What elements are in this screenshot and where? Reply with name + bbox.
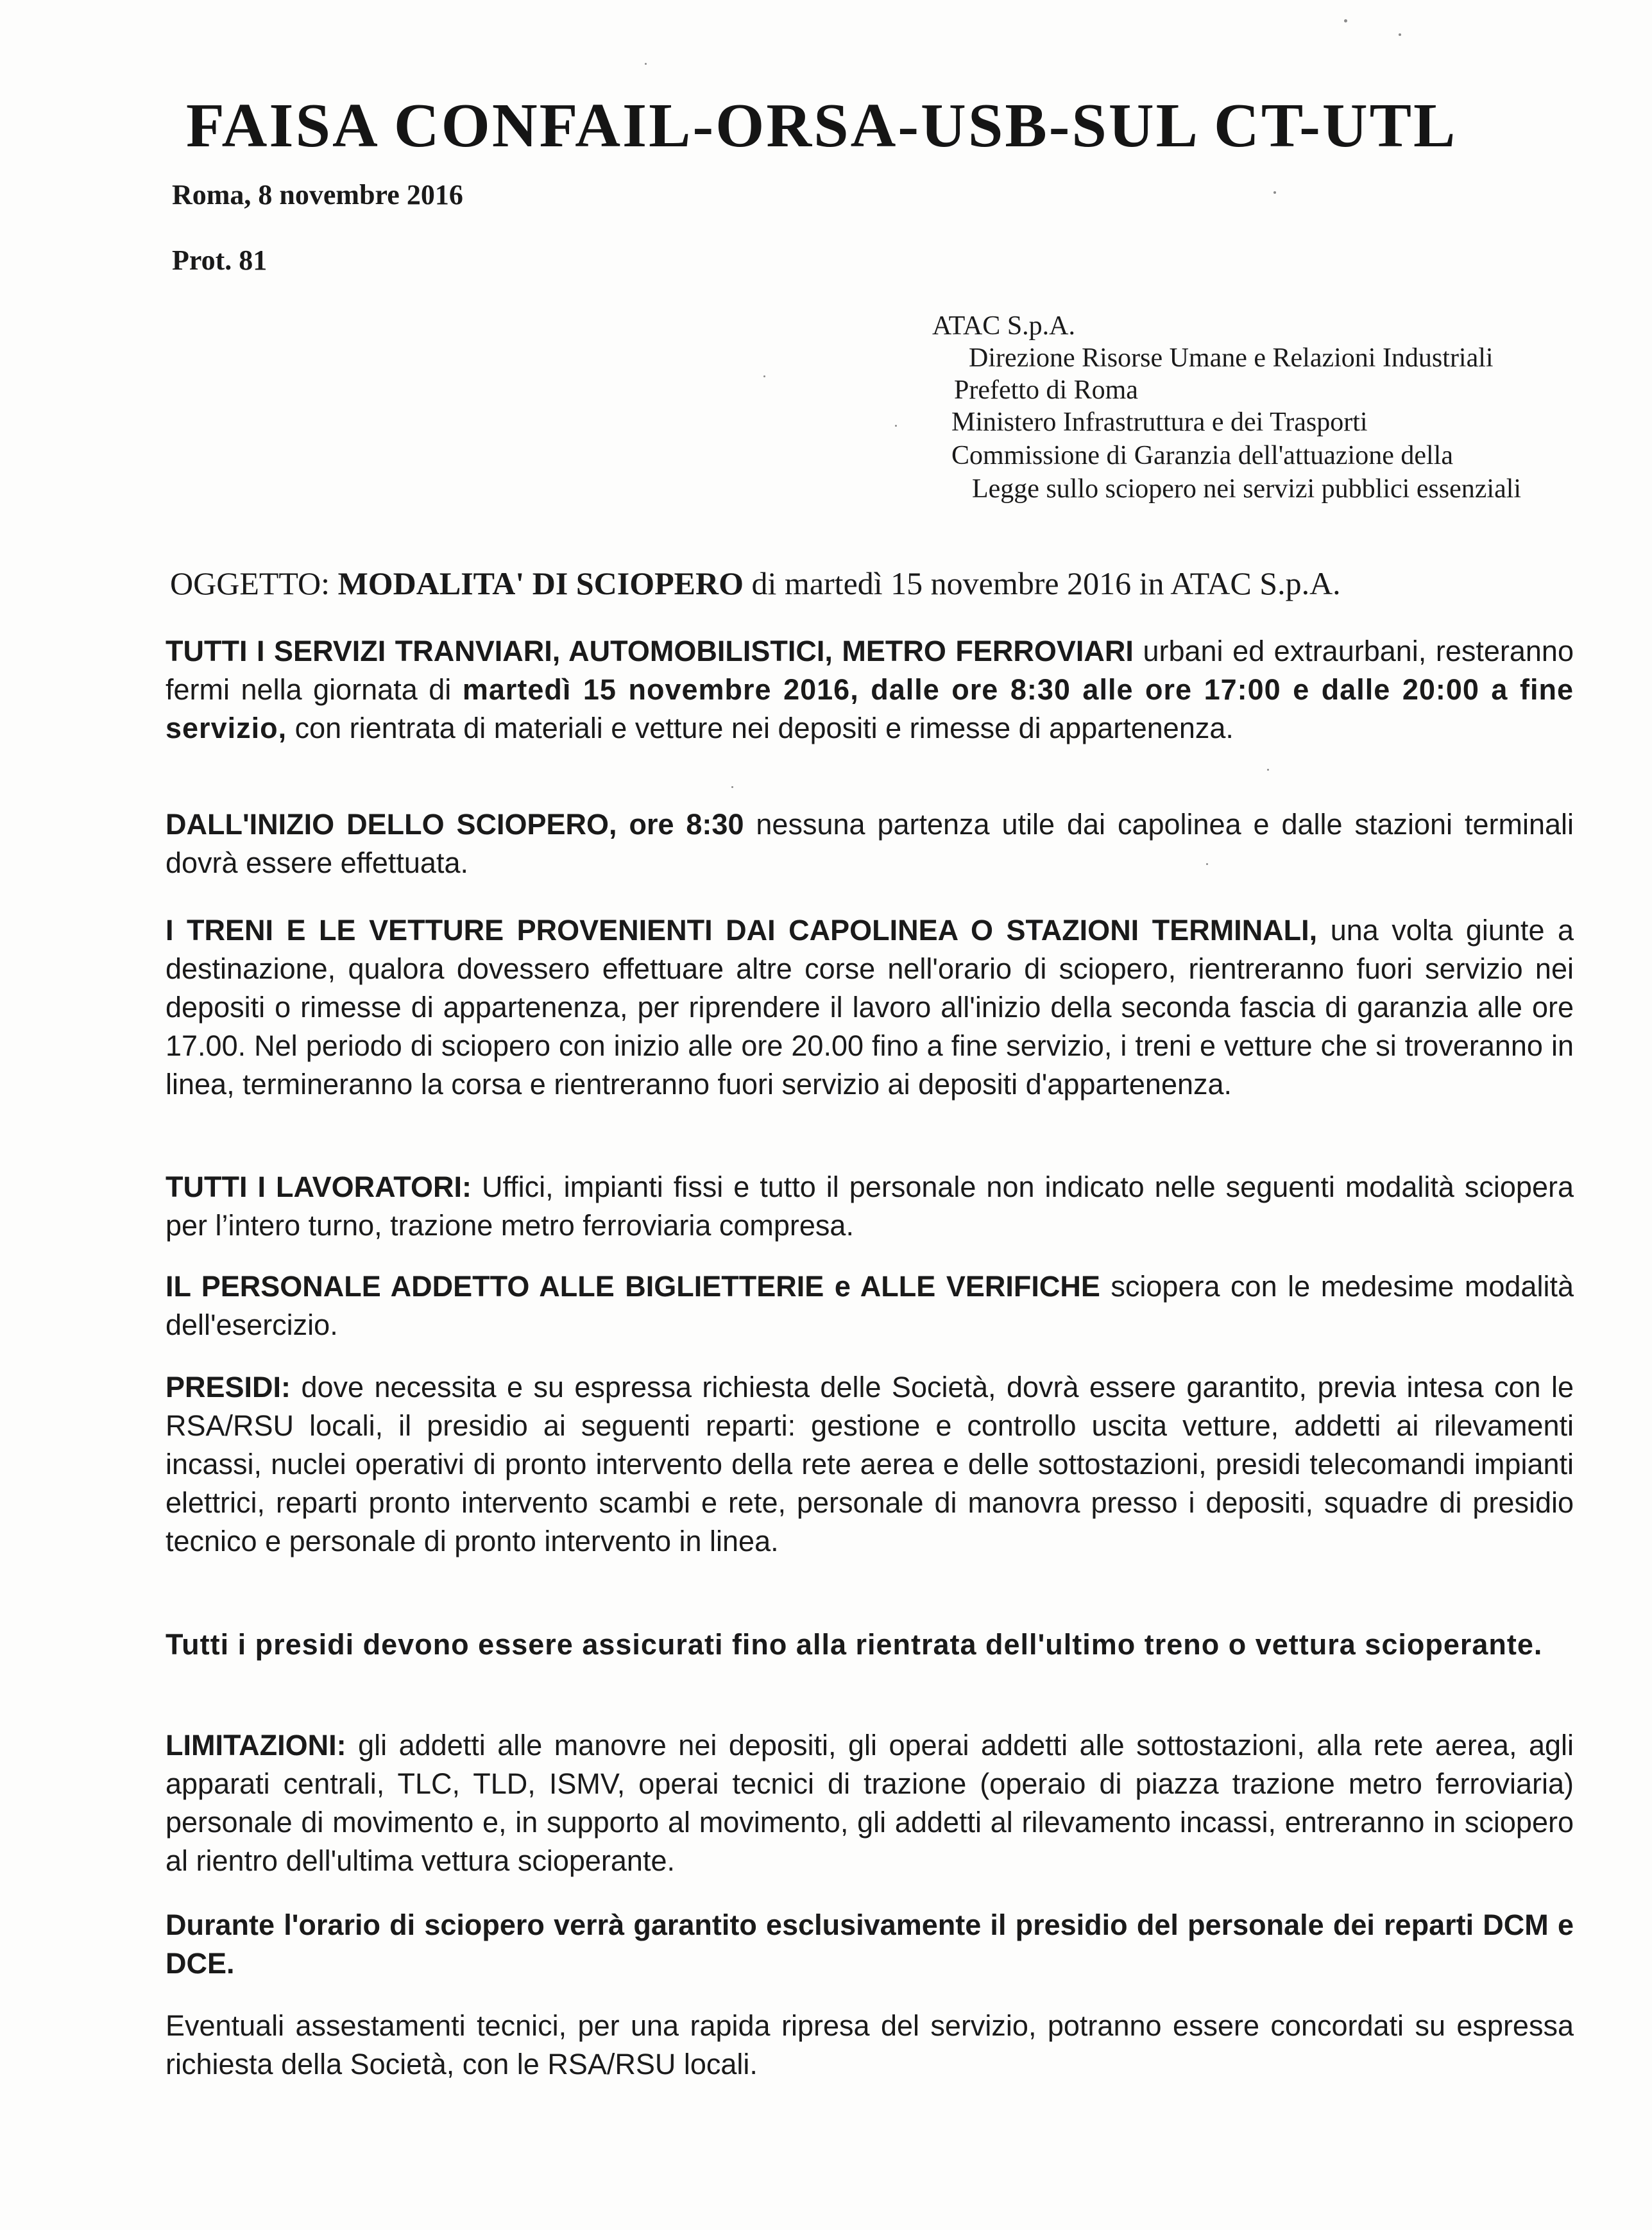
paragraph-presidi (166, 1368, 1574, 1561)
paragraph-guarantee (166, 1906, 1574, 1983)
paragraph-workers (166, 1168, 1574, 1245)
paragraph-services (166, 632, 1574, 748)
scan-speck (645, 63, 647, 65)
paragraph-lead: LIMITAZIONI: (166, 1729, 346, 1762)
subject-emphasis: MODALITA' DI SCIOPERO (337, 565, 744, 601)
scan-speck (1344, 19, 1347, 22)
scan-speck (895, 425, 897, 427)
paragraph-text: gli addetti alle manovre nei depositi, gli operai addetti alle sottostazioni, alla rete aerea, agli apparati centrali, TLC, TLD, ISMV, operai tecnici di trazione (operaio di piazza trazione metro ferroviaria) personale di movimento e, in supporto al movimento, gli addetti al rilevamento incassi, entreranno in sciopero al rientro dell'ultima vettura scioperante. (166, 1729, 1574, 1877)
recipient-line: Commissione di Garanzia dell'attuazione della (951, 441, 1453, 470)
paragraph-trains (166, 911, 1574, 1104)
paragraph-lead: PRESIDI: (166, 1371, 291, 1403)
scan-speck (1399, 33, 1401, 36)
recipient-line: ATAC S.p.A. (932, 311, 1076, 341)
paragraph-lead: IL PERSONALE ADDETTO ALLE BIGLIETTERIE e ALLE VERIFICHE (166, 1270, 1100, 1303)
paragraph-text: nessuna partenza utile dai capolinea e dalle stazioni terminali dovrà essere effettuata. (166, 808, 1574, 879)
paragraph-ticket-staff (166, 1267, 1574, 1344)
paragraph-lead: TUTTI I LAVORATORI: (166, 1171, 472, 1203)
paragraph-emphasis: Tutti i presidi devono essere assicurati fino alla rientrata dell'ultimo treno o vettura scioperante. (166, 1628, 1543, 1661)
scan-speck (763, 375, 765, 377)
paragraph-text: Uffici, impianti fissi e tutto il personale non indicato nelle seguenti modalità sciopera per l’intero turno, trazione metro ferroviaria compresa. (166, 1171, 1574, 1242)
recipient-line: Ministero Infrastruttura e dei Trasporti (951, 407, 1368, 437)
recipient-line: Direzione Risorse Umane e Relazioni Industriali (969, 343, 1494, 373)
protocol-number: Prot. 81 (172, 244, 268, 276)
letter-date: Roma, 8 novembre 2016 (172, 179, 463, 210)
scan-speck (1267, 769, 1269, 771)
letterhead-title: FAISA CONFAIL-ORSA-USB-SUL CT-UTL (186, 91, 1458, 160)
paragraph-text: urbani ed extraurbani, resteranno fermi nella giornata di (166, 635, 1574, 706)
paragraph-presidi-note (166, 1625, 1574, 1664)
paragraph-adjustments (166, 2007, 1574, 2084)
paragraph-emphasis: martedì 15 novembre 2016, dalle ore 8:30 alle ore 17:00 e dalle 20:00 a fine servizio, (166, 673, 1574, 744)
paragraph-text: dove necessita e su espressa richiesta delle Società, dovrà essere garantito, previa intesa con le RSA/RSU locali, il presidio ai seguenti reparti: gestione e controllo uscita vetture, addetti ai rilevamenti incassi, nuclei operativi di pronto intervento della rete aerea e delle sottostazioni, presidi telecomandi impianti elettrici, reparti pronto intervento scambi e rete, personale di manovra presso i depositi, squadre di presidio tecnico e personale di pronto intervento in linea. (166, 1371, 1574, 1557)
recipient-line: Prefetto di Roma (954, 375, 1138, 405)
subject-line (170, 565, 1341, 602)
subject-text: di martedì 15 novembre 2016 in ATAC S.p.A. (751, 565, 1341, 601)
paragraph-lead: I TRENI E LE VETTURE PROVENIENTI DAI CAPOLINEA O STAZIONI TERMINALI, (166, 914, 1318, 947)
paragraph-lead: DALL'INIZIO DELLO SCIOPERO, ore 8:30 (166, 808, 744, 841)
paragraph-text: Eventuali assestamenti tecnici, per una rapida ripresa del servizio, potranno essere concordati su espressa richiesta della Società, con le RSA/RSU locali. (166, 2009, 1574, 2080)
scan-speck (1273, 191, 1276, 194)
paragraph-text: una volta giunte a destinazione, qualora dovessero effettuare altre corse nell'orario di sciopero, rientreranno fuori servizio nei depositi o rimesse di appartenenza, per riprendere il lavoro all'inizio della seconda fascia di garanzia alle ore 17.00. Nel periodo di sciopero con inizio alle ore 20.00 fino a fine servizio, i treni e vetture che si troveranno in linea, termineranno la corsa e rientreranno fuori servizio ai depositi d'appartenenza. (166, 914, 1574, 1101)
paragraph-lead: TUTTI I SERVIZI TRANVIARI, AUTOMOBILISTICI, METRO FERROVIARI (166, 635, 1134, 667)
paragraph-limitations (166, 1726, 1574, 1880)
recipient-line: Legge sullo sciopero nei servizi pubblici essenziali (972, 474, 1522, 504)
paragraph-strike-start (166, 805, 1574, 882)
paragraph-text: sciopera con le medesime modalità dell'esercizio. (166, 1270, 1574, 1341)
paragraph-text: con rientrata di materiali e vetture nei depositi e rimesse di appartenenza. (287, 712, 1234, 744)
scan-speck (731, 786, 733, 788)
subject-label: OGGETTO: (170, 565, 330, 601)
paragraph-emphasis: Durante l'orario di sciopero verrà garantito esclusivamente il presidio del personale dei reparti DCM e DCE. (166, 1908, 1574, 1980)
